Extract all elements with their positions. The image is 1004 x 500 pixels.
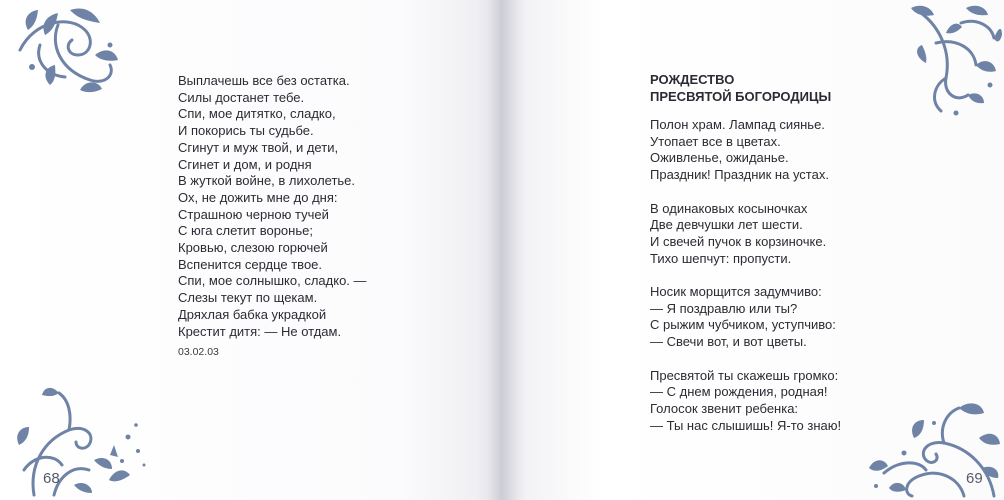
poem-date: 03.02.03	[178, 346, 219, 358]
poem-line: Ох, не дожить мне до дня:	[178, 189, 338, 205]
poem-title	[650, 72, 831, 105]
poem-line: Утопает все в цветах.	[650, 133, 781, 149]
poem-line: Носик морщится задумчиво:	[650, 284, 822, 299]
poem-line: С рыжим чубчиком, уступчиво:	[650, 317, 836, 333]
floral-ornament-top-left-icon	[10, 5, 120, 100]
poem-line: Сгинет и дом, и родня	[178, 156, 312, 172]
poem-line: — Ты нас слышишь! Я-то знаю!	[650, 417, 842, 433]
poem-line: — Свечи вот, и вот цветы.	[650, 334, 807, 350]
page-number-left: 68	[43, 470, 60, 487]
poem-line: С юга слетит воронье;	[178, 223, 313, 239]
poem-line: Тихо шепчут: пропусти.	[650, 250, 792, 266]
poem-line: И свечей пучок в корзиночке.	[650, 233, 827, 249]
poem-line: Вспенится сердце твое.	[178, 256, 323, 272]
poem-line: В жуткой войне, в лихолетье.	[178, 173, 356, 189]
poem-line: Дряхлая бабка украдкой	[178, 306, 327, 322]
poem-line: Полон храм. Лампад сиянье.	[650, 117, 825, 132]
poem-title-line: РОЖДЕСТВО	[650, 72, 735, 87]
poem-line: Крестит дитя: — Не отдам.	[178, 323, 342, 339]
floral-ornament-top-right-icon	[906, 3, 1002, 118]
stanza	[650, 368, 841, 435]
poem-line: Две девчушки лет шести.	[650, 217, 803, 233]
poem-line: — Я поздравлю или ты?	[650, 300, 798, 316]
poem-line: Голосок звенит ребенка:	[650, 400, 799, 416]
poem-line: Оживленье, ожиданье.	[650, 150, 789, 166]
poem-line: Слезы текут по щекам.	[178, 290, 318, 306]
poem-title-line: ПРЕСВЯТОЙ БОГОРОДИЦЫ	[650, 88, 832, 104]
right-page	[502, 0, 1004, 500]
poem-line: Силы достанет тебе.	[178, 89, 305, 105]
poem-line: Праздник! Праздник на устах.	[650, 167, 829, 183]
poem-line: — С днем рождения, родная!	[650, 384, 828, 400]
stanza	[650, 284, 841, 351]
poem-line: Кровью, слезою горючей	[178, 240, 328, 256]
stanza	[650, 201, 841, 268]
floral-ornament-bottom-left-icon	[14, 385, 154, 497]
poem-line: Спи, мое солнышко, сладко. —	[178, 273, 367, 289]
poem-line: Пресвятой ты скажешь громко:	[650, 367, 839, 383]
poem-right	[650, 117, 841, 434]
poem-line: Сгинут и муж твой, и дети,	[178, 139, 339, 155]
stanza	[650, 117, 841, 184]
poem-line: В одинаковых косыночках	[650, 200, 808, 216]
poem-line: Страшною черною тучей	[178, 206, 329, 222]
poem-line: Выплачешь все без остатка.	[178, 73, 350, 88]
poem-left	[178, 73, 367, 340]
page-number-right: 69	[966, 470, 983, 487]
poem-line: Спи, мое дитятко, сладко,	[178, 106, 336, 122]
poem-line: И покорись ты судьбе.	[178, 123, 314, 139]
